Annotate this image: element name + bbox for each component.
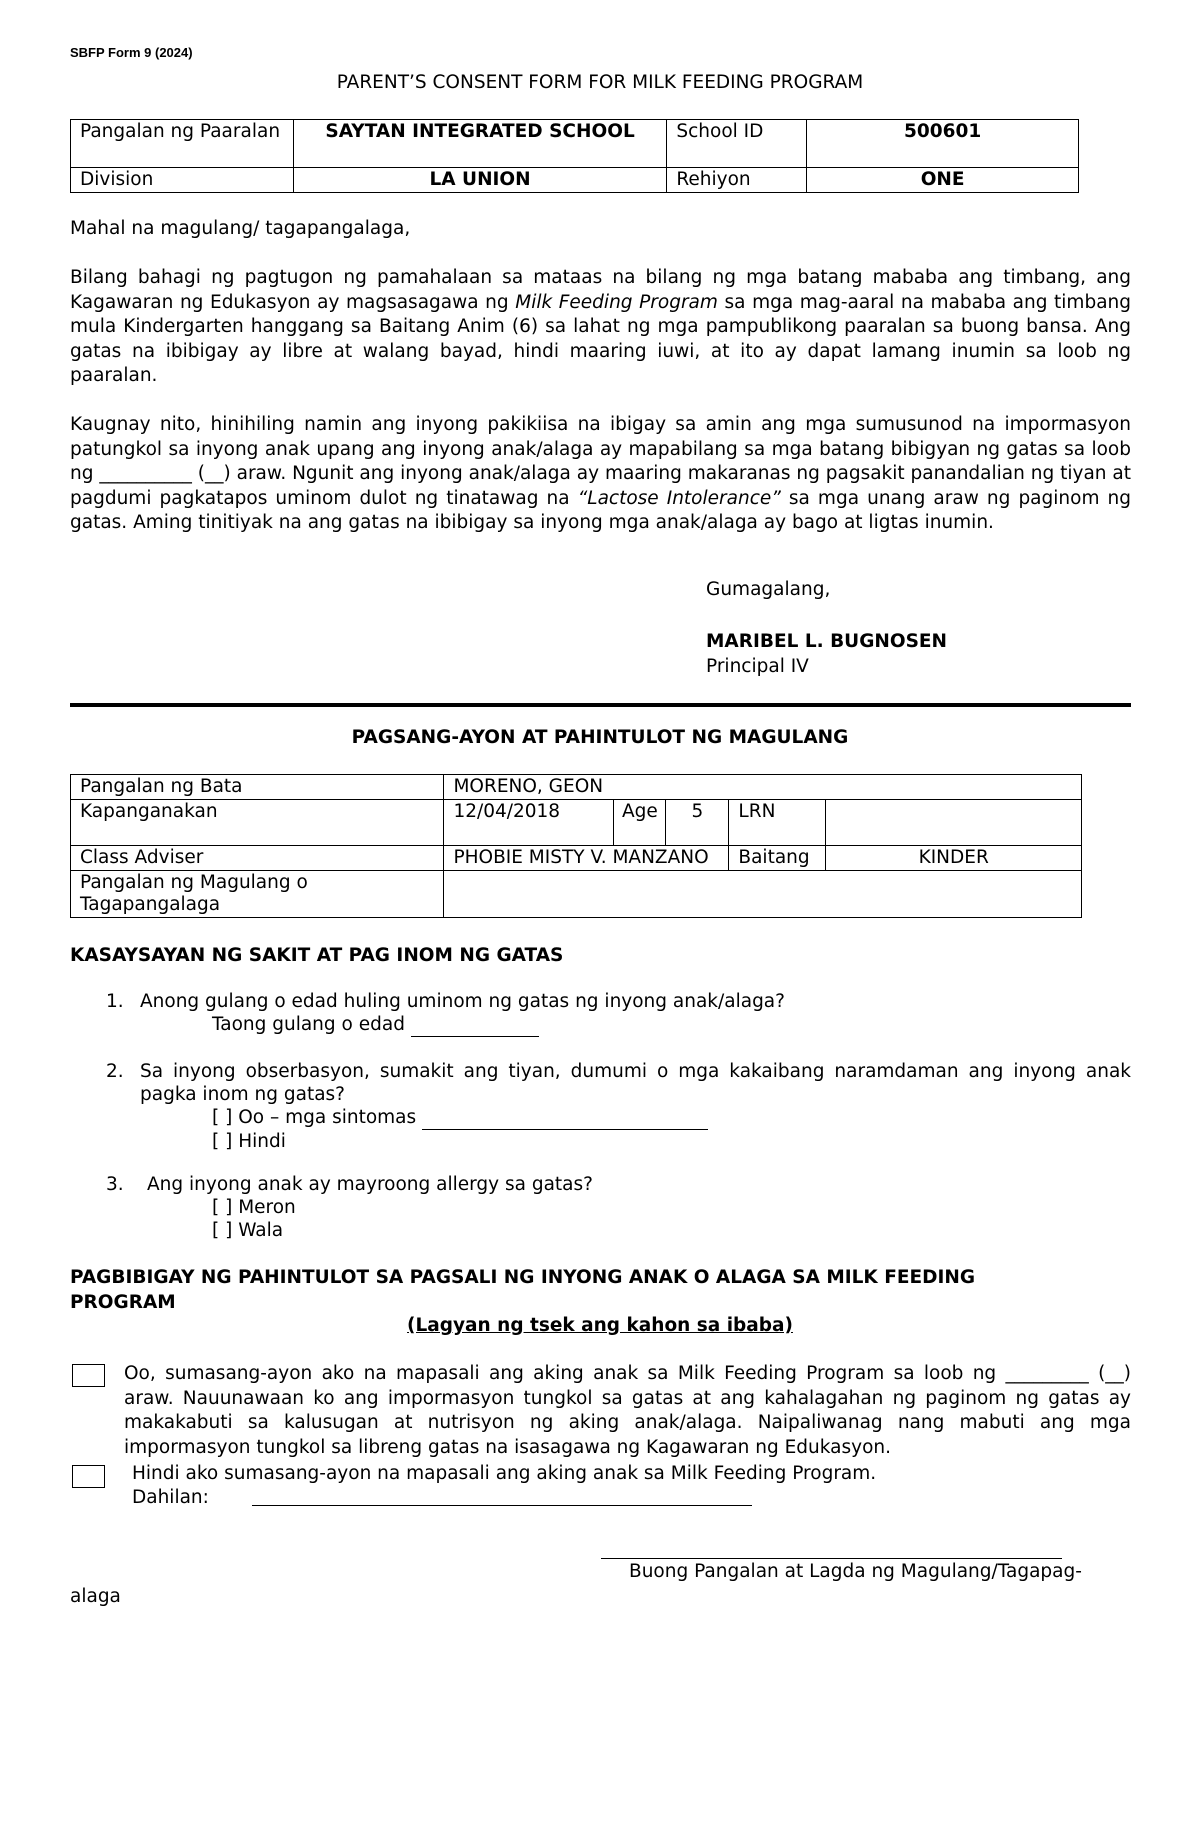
- allergy-no-option[interactable]: [ ] Wala: [212, 1220, 284, 1241]
- history-heading: KASAYSAYAN NG SAKIT AT PAG INOM NG GATAS: [70, 945, 564, 966]
- signature-label: Buong Pangalan at Lagda ng Magulang/Tagapag-: [629, 1561, 1082, 1582]
- grade-value: KINDER: [826, 846, 1082, 871]
- salutation: Mahal na magulang/ tagapangalaga,: [70, 218, 411, 239]
- consent-yes-checkbox[interactable]: [72, 1364, 105, 1387]
- division-label: Division: [71, 168, 294, 193]
- letter-paragraph-1: Bilang bahagi ng pagtugon ng pamahalaan sa mataas na bilang ng mga batang mababa ang timbang, ang Kagawaran ng Edukasyon ay magsasagawa ng Milk Feeding Program sa mga mag-aaral na mababa ang timbang mula Kindergarten hanggang sa Baitang Anim (6) sa lahat ng mga pampublikong paaralan sa buong bansa. Ang gatas na ibibigay ay libre at walang bayad, hindi maaring iuwi, at ito ay dapat lamang inumin sa loob ng paaralan.: [70, 267, 1132, 387]
- signature-line[interactable]: [601, 1558, 1062, 1559]
- region-label: Rehiyon: [667, 168, 807, 193]
- school-info-table: [70, 119, 1079, 193]
- section-divider: [70, 703, 1131, 707]
- permission-heading: PAGBIBIGAY NG PAHINTULOT SA PAGSALI NG INYONG ANAK O ALAGA SA MILK FEEDING PROGRAM: [70, 1267, 976, 1313]
- no-symptoms-option[interactable]: [ ] Hindi: [212, 1131, 286, 1152]
- school-id: 500601: [807, 120, 1079, 168]
- grade-label: Baitang: [729, 846, 826, 871]
- lrn-label: LRN: [729, 800, 826, 846]
- reason-line[interactable]: [252, 1505, 752, 1506]
- school-name: SAYTAN INTEGRATED SCHOOL: [293, 120, 667, 168]
- parent-name-label: Pangalan ng Magulang o Tagapangalaga: [71, 871, 444, 918]
- age-label: Age: [614, 800, 666, 846]
- child-name: MORENO, GEON: [444, 775, 1082, 800]
- signature-label-cont: alaga: [70, 1586, 121, 1607]
- consent-section-title: PAGSANG-AYON AT PAHINTULOT NG MAGULANG: [351, 727, 849, 748]
- symptoms-answer-line[interactable]: [422, 1106, 708, 1130]
- child-name-label: Pangalan ng Bata: [71, 775, 444, 800]
- lrn-value: [826, 800, 1082, 846]
- adviser-label: Class Adviser: [71, 846, 444, 871]
- form-title: PARENT’S CONSENT FORM FOR MILK FEEDING PROGRAM: [336, 72, 864, 93]
- checkbox-instruction: (Lagyan ng tsek ang kahon sa ibaba): [407, 1315, 793, 1336]
- signatory-position: Principal IV: [706, 656, 809, 677]
- consent-no-text: Hindi ako sumasang-ayon na mapasali ang aking anak sa Milk Feeding Program.: [132, 1463, 877, 1484]
- age-answer-line[interactable]: [411, 1013, 539, 1037]
- school-id-label: School ID: [667, 120, 807, 168]
- child-info-table: [70, 774, 1082, 918]
- allergy-yes-option[interactable]: [ ] Meron: [212, 1197, 296, 1218]
- parent-name-field[interactable]: [444, 871, 1082, 918]
- birth-label: Kapanganakan: [71, 800, 444, 846]
- reason-label: Dahilan:: [132, 1487, 209, 1508]
- birth-date: 12/04/2018: [444, 800, 614, 846]
- division-value: LA UNION: [293, 168, 667, 193]
- symptoms-option[interactable]: [ ] Oo – mga sintomas: [212, 1107, 417, 1128]
- closing: Gumagalang,: [706, 579, 831, 600]
- age-value: 5: [666, 800, 729, 846]
- letter-paragraph-2: Kaugnay nito, hinihiling namin ang inyong pakikiisa na ibigay sa amin ang mga sumusunod na impormasyon patungkol sa inyong anak upang ang inyong anak/alaga ay mapabilang sa mga batang bibigyan ng gatas sa loob ng __________ (__) araw. Ngunit ang inyong anak/alaga ay maaring makaranas ng pagsakit panandalian ng tiyan at pagdumi pagkatapos uminom dulot ng tinatawag na “Lactose Intolerance” sa mga unang araw ng paginom ng gatas. Aming tinitiyak na ang gatas na ibibigay sa inyong mga anak/alaga ay bago at ligtas inumin.: [70, 414, 1132, 534]
- question-1: 1. Anong gulang o edad huling uminom ng gatas ng inyong anak/alaga? Taong gulang o edad: [106, 991, 785, 1035]
- adviser-name: PHOBIE MISTY V. MANZANO: [444, 846, 729, 871]
- region-value: ONE: [807, 168, 1079, 193]
- form-code: SBFP Form 9 (2024): [70, 45, 193, 60]
- question-3: 3. Ang inyong anak ay mayroong allergy sa gatas? [ ] Meron [ ] Wala: [70, 1173, 1131, 1242]
- consent-yes-text: Oo, sumasang-ayon ako na mapasali ang aking anak sa Milk Feeding Program sa loob ng _________ (__) araw. Nauunawaan ko ang impormasyon tungkol sa gatas at ang kahalagahan ng paginom ng gatas ay makakabuti sa kalusugan at nutrisyon ng aking anak/alaga. Naipaliwanag nang mabuti ang mga impormasyon tungkol sa libreng gatas na isasagawa ng Kagawaran ng Edukasyon.: [124, 1363, 1131, 1458]
- signatory-name: MARIBEL L. BUGNOSEN: [706, 631, 948, 652]
- question-2: 2. Sa inyong obserbasyon, sumakit ang tiyan, dumumi o mga kakaibang naramdaman ang inyong anak pagka inom ng gatas? [ ] Oo – mga sintomas [ ] Hindi: [106, 1061, 1131, 1152]
- school-name-label: Pangalan ng Paaralan: [71, 120, 294, 168]
- consent-no-checkbox[interactable]: [72, 1465, 105, 1488]
